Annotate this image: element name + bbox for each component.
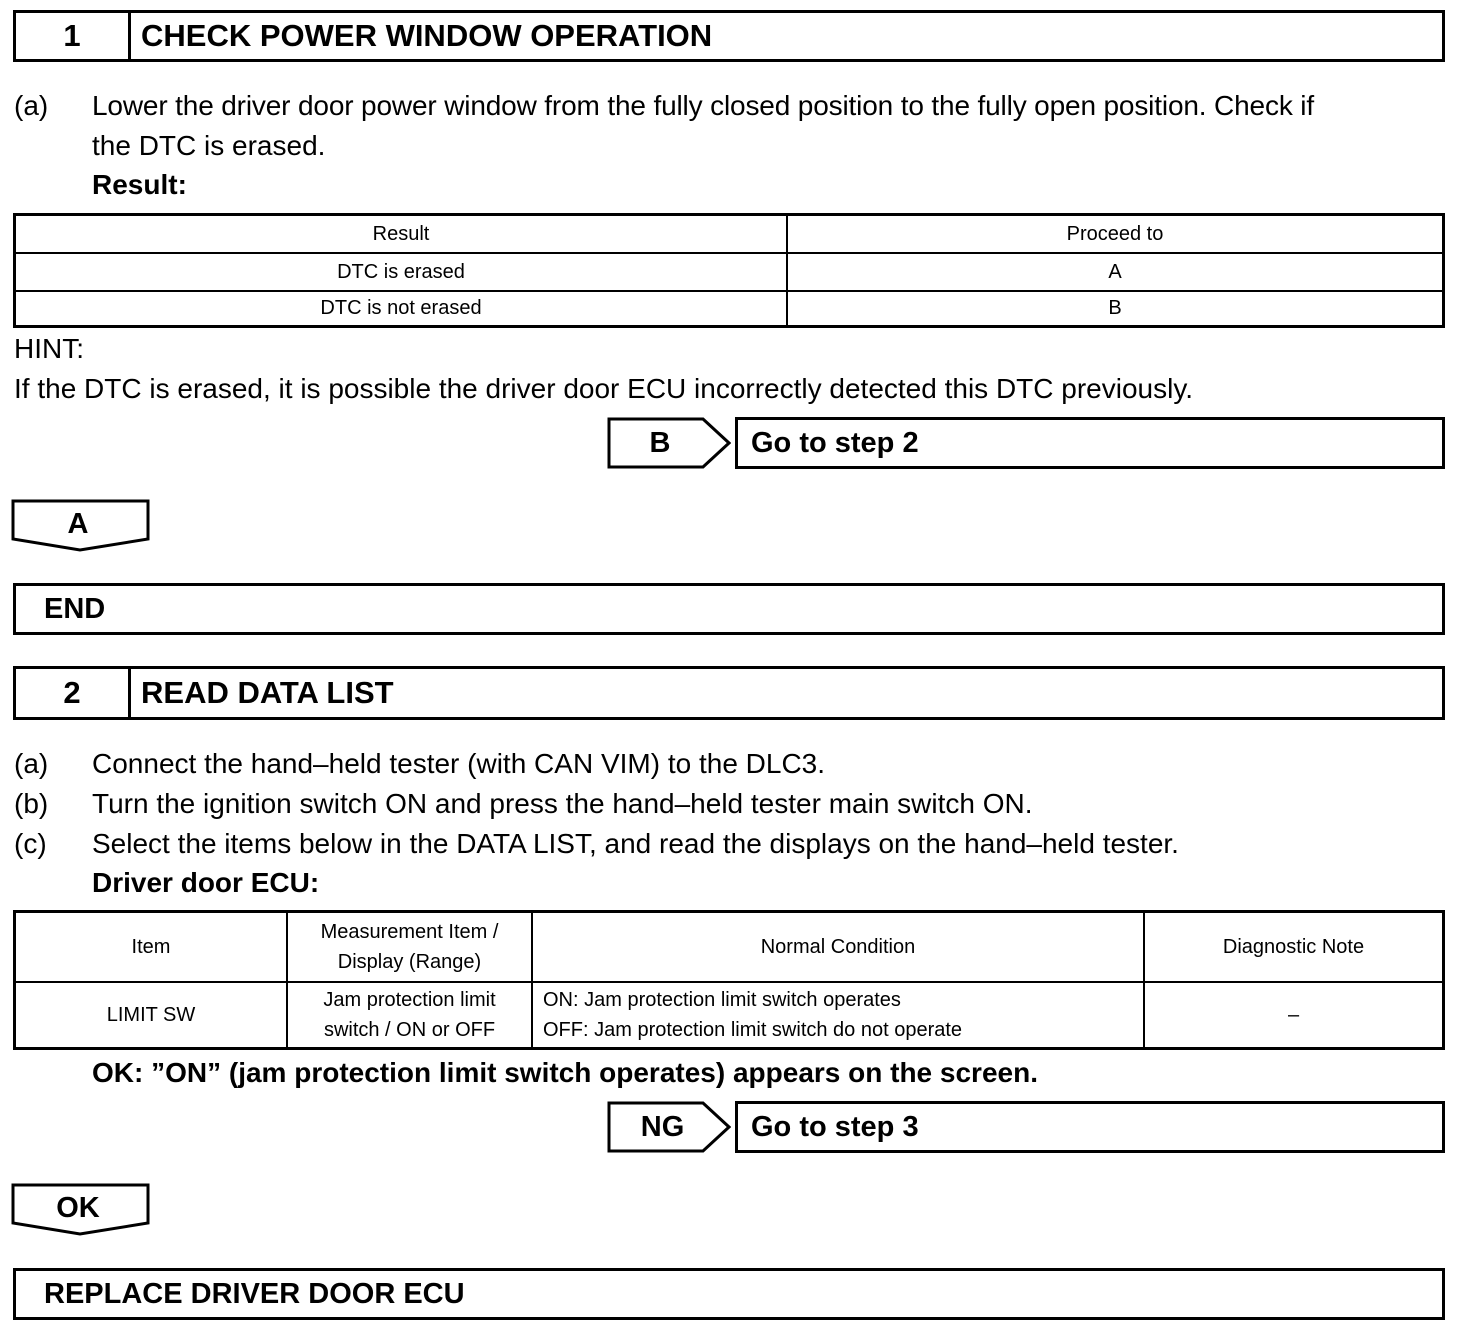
item-text: Turn the ignition switch ON and press the hand–held tester main switch ON. xyxy=(92,788,1033,819)
table-row xyxy=(15,253,1444,291)
replace-ecu-box xyxy=(13,1268,1445,1320)
step2-title: READ DATA LIST xyxy=(141,675,394,710)
branch-b-label: B xyxy=(649,426,671,459)
item-text-line1: Lower the driver door power window from the fully closed position to the fully open position. Check if xyxy=(92,90,1315,121)
cell-diagnostic-note: – xyxy=(1144,982,1444,1049)
ok-criteria: OK: ”ON” (jam protection limit switch operates) appears on the screen. xyxy=(92,1057,1038,1088)
step2-item-b xyxy=(14,784,1454,824)
header-diagnostic-note: Diagnostic Note xyxy=(1144,912,1444,982)
goto-step3-text[interactable]: Go to step 3 xyxy=(751,1110,919,1143)
cell-result: DTC is not erased xyxy=(15,291,788,327)
driver-door-ecu-heading: Driver door ECU: xyxy=(92,867,320,898)
header-measurement-line1: Measurement Item / xyxy=(320,920,499,943)
goto-step2-text[interactable]: Go to step 2 xyxy=(751,426,919,459)
step2-item-a xyxy=(14,744,1454,784)
step1-header xyxy=(13,10,1445,62)
item-label: (c) xyxy=(14,828,47,859)
cell-normal-condition xyxy=(532,982,1144,1049)
header-measurement-line2: Display (Range) xyxy=(337,950,482,973)
continue-a-label: A xyxy=(67,507,89,540)
header-item: Item xyxy=(15,912,288,982)
cell-measurement-line1: Jam protection limit xyxy=(323,988,496,1011)
step1-item-a xyxy=(14,86,1454,166)
header-normal-condition: Normal Condition xyxy=(532,912,1144,982)
table-row xyxy=(15,982,1444,1049)
hint-text: If the DTC is erased, it is possible the driver door ECU incorrectly detected this DTC previously. xyxy=(14,373,1194,404)
step1-title: CHECK POWER WINDOW OPERATION xyxy=(141,18,713,53)
cell-item: LIMIT SW xyxy=(15,982,288,1049)
data-list-table xyxy=(13,910,1445,1050)
table-header-row xyxy=(15,215,1444,253)
end-box xyxy=(13,583,1445,635)
cell-proceed: A xyxy=(787,253,1444,291)
table-row xyxy=(15,291,1444,327)
step1-number: 1 xyxy=(16,13,131,59)
replace-ecu-text: REPLACE DRIVER DOOR ECU xyxy=(44,1277,465,1310)
continue-ok-label: OK xyxy=(56,1191,100,1224)
cell-measurement xyxy=(287,982,532,1049)
cell-proceed: B xyxy=(787,291,1444,327)
branch-ng-label: NG xyxy=(640,1110,685,1143)
cell-condition-line2: OFF: Jam protection limit switch do not operate xyxy=(543,1018,963,1041)
item-label: (a) xyxy=(14,90,49,121)
step2-number: 2 xyxy=(16,669,131,717)
header-proceed: Proceed to xyxy=(787,215,1444,253)
item-label: (a) xyxy=(14,748,49,779)
header-result: Result xyxy=(15,215,788,253)
item-text-line2: the DTC is erased. xyxy=(92,130,326,161)
end-text: END xyxy=(44,592,106,625)
step2-header xyxy=(13,666,1445,720)
header-measurement xyxy=(287,912,532,982)
result-table xyxy=(13,213,1445,328)
step2-item-c xyxy=(14,824,1454,864)
item-label: (b) xyxy=(14,788,49,819)
hint-label: HINT: xyxy=(14,333,84,364)
cell-result: DTC is erased xyxy=(15,253,788,291)
cell-condition-line1: ON: Jam protection limit switch operates xyxy=(543,988,901,1011)
result-label: Result: xyxy=(92,169,187,200)
item-text: Connect the hand–held tester (with CAN VIM) to the DLC3. xyxy=(92,748,826,779)
item-text: Select the items below in the DATA LIST, and read the displays on the hand–held tester. xyxy=(92,828,1179,859)
table-header-row xyxy=(15,912,1444,982)
cell-measurement-line2: switch / ON or OFF xyxy=(323,1018,496,1041)
